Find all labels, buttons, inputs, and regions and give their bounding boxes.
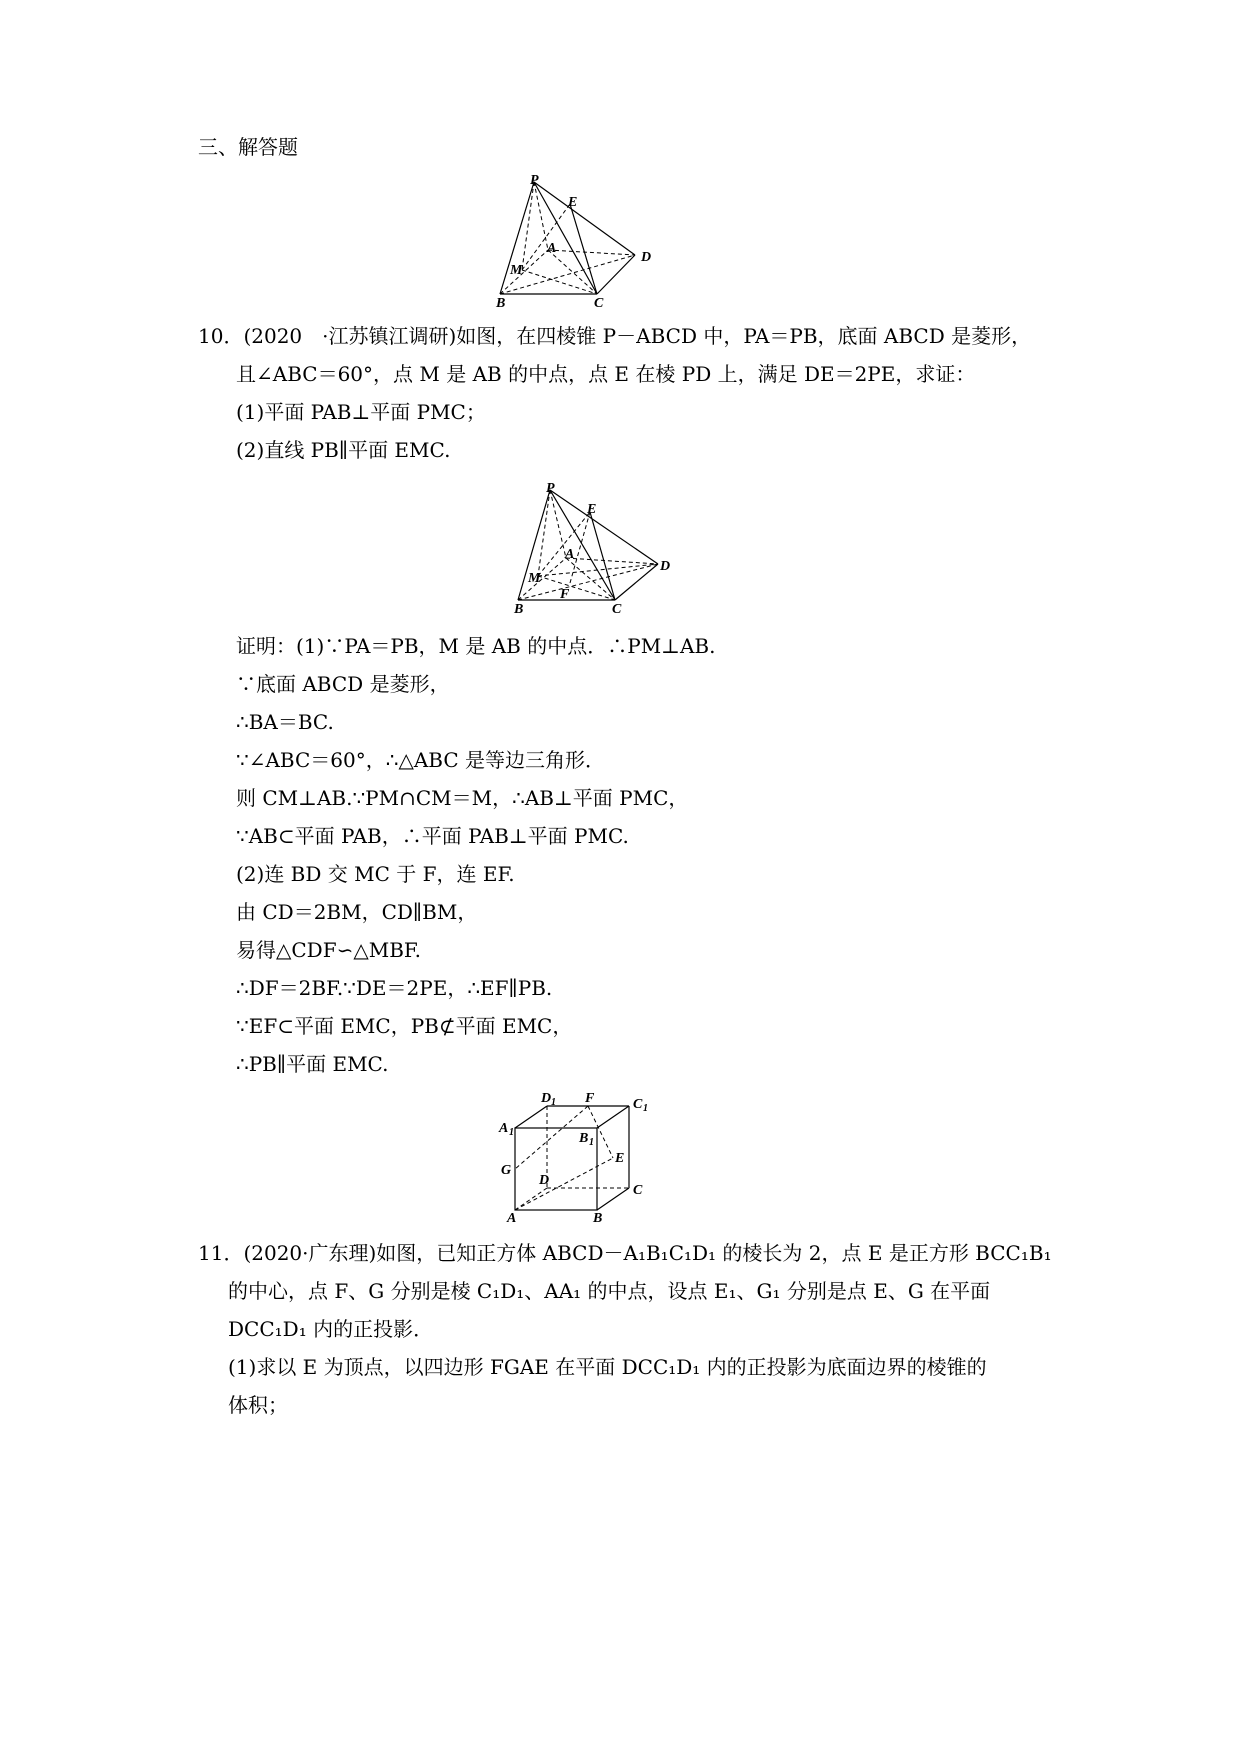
proof-line: ∴PB∥平面 EMC. xyxy=(236,1052,389,1076)
label-D: D xyxy=(539,1173,550,1188)
problem10-title: 10．(2020 ·江苏镇江调研)如图，在四棱锥 P－ABCD 中，PA＝PB，底面 ABCD 是菱形， xyxy=(198,324,1032,348)
problem11-line: 11．(2020·广东理)如图，已知正方体 ABCD－A₁B₁C₁D₁ 的棱长为 2，点 E 是正方形 BCC₁B₁ xyxy=(198,1241,1052,1265)
label-D: D xyxy=(660,559,671,574)
label-A: A xyxy=(547,241,557,256)
label-B1-sub: 1 xyxy=(589,1137,594,1148)
label-M: M xyxy=(528,571,541,586)
proof-line: 证明：(1)∵PA＝PB，M 是 AB 的中点．∴PM⊥AB. xyxy=(236,634,716,658)
proof-line: 则 CM⊥AB.∵PM∩CM＝M，∴AB⊥平面 PMC， xyxy=(236,786,689,810)
label-F: F xyxy=(585,1091,595,1106)
proof-line: 由 CD＝2BM，CD∥BM， xyxy=(236,900,478,924)
pyramid-figure xyxy=(490,170,665,310)
label-A: A xyxy=(507,1211,517,1226)
problem10-condition: 且∠ABC＝60°，点 M 是 AB 的中点，点 E 在棱 PD 上，满足 DE＝2PE，求证： xyxy=(236,362,976,386)
label-D: D xyxy=(641,250,652,265)
proof-line: ∵底面 ABCD 是菱形， xyxy=(236,672,450,696)
label-G: G xyxy=(501,1163,512,1178)
problem10-question-1: (1)平面 PAB⊥平面 PMC； xyxy=(236,400,486,424)
label-D1-sub: 1 xyxy=(551,1097,556,1108)
proof-line: 易得△CDF∽△MBF. xyxy=(236,938,422,962)
label-B: B xyxy=(593,1211,603,1226)
label-A: A xyxy=(565,547,575,562)
label-B: B xyxy=(496,296,506,310)
label-E: E xyxy=(587,502,597,517)
section-heading: 三、解答题 xyxy=(198,135,298,159)
problem11-line: (1)求以 E 为顶点，以四边形 FGAE 在平面 DCC₁D₁ 内的正投影为底面边界的棱锥的 xyxy=(228,1355,987,1379)
label-C1-sub: 1 xyxy=(643,1103,648,1114)
label-C: C xyxy=(633,1183,643,1198)
cube-figure xyxy=(495,1088,665,1228)
proof-line: ∵AB⊂平面 PAB，∴平面 PAB⊥平面 PMC. xyxy=(236,824,629,848)
label-P: P xyxy=(546,481,555,496)
pyramid-figure-2 xyxy=(508,476,683,616)
label-P: P xyxy=(530,173,539,188)
problem10-question-2: (2)直线 PB∥平面 EMC. xyxy=(236,438,451,462)
label-F: F xyxy=(560,587,570,602)
proof-line: ∴DF＝2BF.∵DE＝2PE，∴EF∥PB. xyxy=(236,976,553,1000)
label-M: M xyxy=(510,263,523,278)
label-B: B xyxy=(514,602,524,616)
proof-line: (2)连 BD 交 MC 于 F，连 EF. xyxy=(236,862,515,886)
label-A1: A xyxy=(499,1121,509,1136)
label-C: C xyxy=(594,296,604,310)
problem11-line: 的中心，点 F、G 分别是棱 C₁D₁、AA₁ 的中点，设点 E₁、G₁ 分别是点 E、G 在平面 xyxy=(228,1279,991,1303)
problem11-line: DCC₁D₁ 内的正投影． xyxy=(228,1317,434,1341)
label-A1-sub: 1 xyxy=(509,1127,514,1138)
proof-line: ∵EF⊂平面 EMC，PB⊄平面 EMC， xyxy=(236,1014,573,1038)
proof-line: ∴BA＝BC. xyxy=(236,710,334,734)
label-E: E xyxy=(615,1151,625,1166)
label-E: E xyxy=(568,195,578,210)
problem11-line: 体积； xyxy=(228,1393,288,1417)
label-B1: B xyxy=(579,1131,589,1146)
label-C: C xyxy=(612,602,622,616)
label-D1: D xyxy=(541,1091,552,1106)
proof-line: ∵∠ABC＝60°，∴△ABC 是等边三角形． xyxy=(236,748,606,772)
label-C1: C xyxy=(633,1097,643,1112)
